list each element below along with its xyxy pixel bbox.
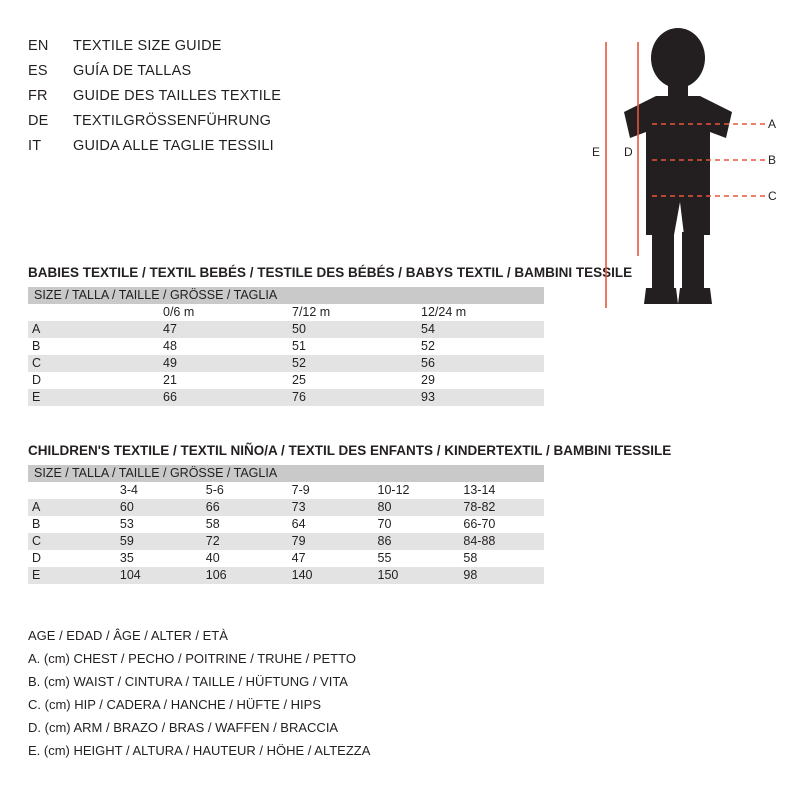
babies-size-table bbox=[28, 287, 544, 406]
cell: 48 bbox=[157, 338, 286, 355]
legend-item-a: A. (cm) CHEST / PECHO / POITRINE / TRUHE / PETTO bbox=[28, 651, 356, 666]
cell: 35 bbox=[114, 550, 200, 567]
cell: 40 bbox=[200, 550, 286, 567]
figure-marker-d: D bbox=[624, 145, 633, 159]
measurement-brackets bbox=[606, 42, 638, 308]
language-code: IT bbox=[28, 138, 42, 154]
measurement-figure bbox=[560, 20, 790, 330]
figure-marker-b: B bbox=[768, 153, 777, 167]
babies-corner-cell bbox=[28, 304, 157, 321]
cell: 58 bbox=[200, 516, 286, 533]
cell: 60 bbox=[114, 499, 200, 516]
language-title: TEXTILGRÖSSENFÜHRUNG bbox=[73, 113, 272, 129]
cell: 58 bbox=[457, 550, 544, 567]
table-row bbox=[28, 355, 544, 372]
cell: 78-82 bbox=[457, 499, 544, 516]
table-row bbox=[28, 499, 544, 516]
children-size-table bbox=[28, 465, 544, 584]
measurement-legend bbox=[28, 628, 548, 766]
language-row-fr bbox=[28, 88, 458, 113]
language-row-de bbox=[28, 113, 458, 138]
row-label: A bbox=[28, 499, 114, 516]
cell: 50 bbox=[286, 321, 415, 338]
children-table-section bbox=[28, 443, 672, 584]
row-label: B bbox=[28, 338, 157, 355]
figure-marker-c: C bbox=[768, 189, 777, 203]
table-row bbox=[28, 389, 544, 406]
row-label: E bbox=[28, 567, 114, 584]
cell: 51 bbox=[286, 338, 415, 355]
babies-column-header-row bbox=[28, 304, 544, 321]
cell: 150 bbox=[372, 567, 458, 584]
legend-title: AGE / EDAD / ÂGE / ALTER / ETÀ bbox=[28, 628, 228, 643]
cell: 66 bbox=[200, 499, 286, 516]
table-row bbox=[28, 533, 544, 550]
language-code: EN bbox=[28, 38, 49, 54]
cell: 106 bbox=[200, 567, 286, 584]
babies-table-title: BABIES TEXTILE / TEXTIL BEBÉS / TESTILE DES BÉBÉS / BABYS TEXTIL / BAMBINI TESSILE bbox=[28, 265, 633, 280]
legend-item-b: B. (cm) WAIST / CINTURA / TAILLE / HÜFTUNG / VITA bbox=[28, 674, 348, 689]
cell: 55 bbox=[372, 550, 458, 567]
cell: 54 bbox=[415, 321, 544, 338]
table-row bbox=[28, 550, 544, 567]
row-label: B bbox=[28, 516, 114, 533]
language-code: ES bbox=[28, 63, 48, 79]
children-band-row bbox=[28, 465, 544, 482]
cell: 59 bbox=[114, 533, 200, 550]
cell: 66 bbox=[157, 389, 286, 406]
table-row bbox=[28, 338, 544, 355]
child-silhouette-icon bbox=[624, 28, 732, 304]
children-col-header: 7-9 bbox=[286, 482, 372, 499]
table-row bbox=[28, 567, 544, 584]
cell: 25 bbox=[286, 372, 415, 389]
cell: 93 bbox=[415, 389, 544, 406]
legend-item-e: E. (cm) HEIGHT / ALTURA / HAUTEUR / HÖHE / ALTEZZA bbox=[28, 743, 371, 758]
babies-table-section bbox=[28, 265, 633, 406]
children-table-title: CHILDREN'S TEXTILE / TEXTIL NIÑO/A / TEXTIL DES ENFANTS / KINDERTEXTIL / BAMBINI TESSILE bbox=[28, 443, 672, 458]
babies-band-label: SIZE / TALLA / TAILLE / GRÖSSE / TAGLIA bbox=[28, 287, 544, 304]
language-title: GUIDA ALLE TAGLIE TESSILI bbox=[73, 138, 274, 154]
language-row-es bbox=[28, 63, 458, 88]
row-label: A bbox=[28, 321, 157, 338]
legend-item-c: C. (cm) HIP / CADERA / HANCHE / HÜFTE / HIPS bbox=[28, 697, 322, 712]
cell: 47 bbox=[157, 321, 286, 338]
cell: 49 bbox=[157, 355, 286, 372]
row-label: C bbox=[28, 355, 157, 372]
children-col-header: 5-6 bbox=[200, 482, 286, 499]
children-corner-cell bbox=[28, 482, 114, 499]
babies-band-row bbox=[28, 287, 544, 304]
children-col-header: 10-12 bbox=[372, 482, 458, 499]
cell: 64 bbox=[286, 516, 372, 533]
cell: 70 bbox=[372, 516, 458, 533]
cell: 52 bbox=[286, 355, 415, 372]
language-title: GUÍA DE TALLAS bbox=[73, 63, 192, 79]
cell: 52 bbox=[415, 338, 544, 355]
babies-col-header: 0/6 m bbox=[157, 304, 286, 321]
babies-col-header: 12/24 m bbox=[415, 304, 544, 321]
table-row bbox=[28, 372, 544, 389]
cell: 86 bbox=[372, 533, 458, 550]
table-row bbox=[28, 516, 544, 533]
cell: 72 bbox=[200, 533, 286, 550]
cell: 56 bbox=[415, 355, 544, 372]
cell: 66-70 bbox=[457, 516, 544, 533]
language-title-list bbox=[28, 38, 458, 163]
cell: 140 bbox=[286, 567, 372, 584]
cell: 53 bbox=[114, 516, 200, 533]
language-title: TEXTILE SIZE GUIDE bbox=[73, 38, 222, 54]
cell: 80 bbox=[372, 499, 458, 516]
babies-col-header: 7/12 m bbox=[286, 304, 415, 321]
cell: 29 bbox=[415, 372, 544, 389]
children-column-header-row bbox=[28, 482, 544, 499]
row-label: D bbox=[28, 372, 157, 389]
cell: 79 bbox=[286, 533, 372, 550]
children-col-header: 13-14 bbox=[457, 482, 544, 499]
cell: 73 bbox=[286, 499, 372, 516]
language-row-en bbox=[28, 38, 458, 63]
row-label: C bbox=[28, 533, 114, 550]
cell: 104 bbox=[114, 567, 200, 584]
table-row bbox=[28, 321, 544, 338]
children-col-header: 3-4 bbox=[114, 482, 200, 499]
row-label: E bbox=[28, 389, 157, 406]
language-code: DE bbox=[28, 113, 49, 129]
children-band-label: SIZE / TALLA / TAILLE / GRÖSSE / TAGLIA bbox=[28, 465, 544, 482]
cell: 84-88 bbox=[457, 533, 544, 550]
cell: 47 bbox=[286, 550, 372, 567]
language-code: FR bbox=[28, 88, 48, 104]
cell: 76 bbox=[286, 389, 415, 406]
language-title: GUIDE DES TAILLES TEXTILE bbox=[73, 88, 282, 104]
legend-item-d: D. (cm) ARM / BRAZO / BRAS / WAFFEN / BRACCIA bbox=[28, 720, 339, 735]
figure-marker-e: E bbox=[592, 145, 601, 159]
figure-marker-a: A bbox=[768, 117, 777, 131]
cell: 21 bbox=[157, 372, 286, 389]
row-label: D bbox=[28, 550, 114, 567]
cell: 98 bbox=[457, 567, 544, 584]
language-row-it bbox=[28, 138, 458, 163]
